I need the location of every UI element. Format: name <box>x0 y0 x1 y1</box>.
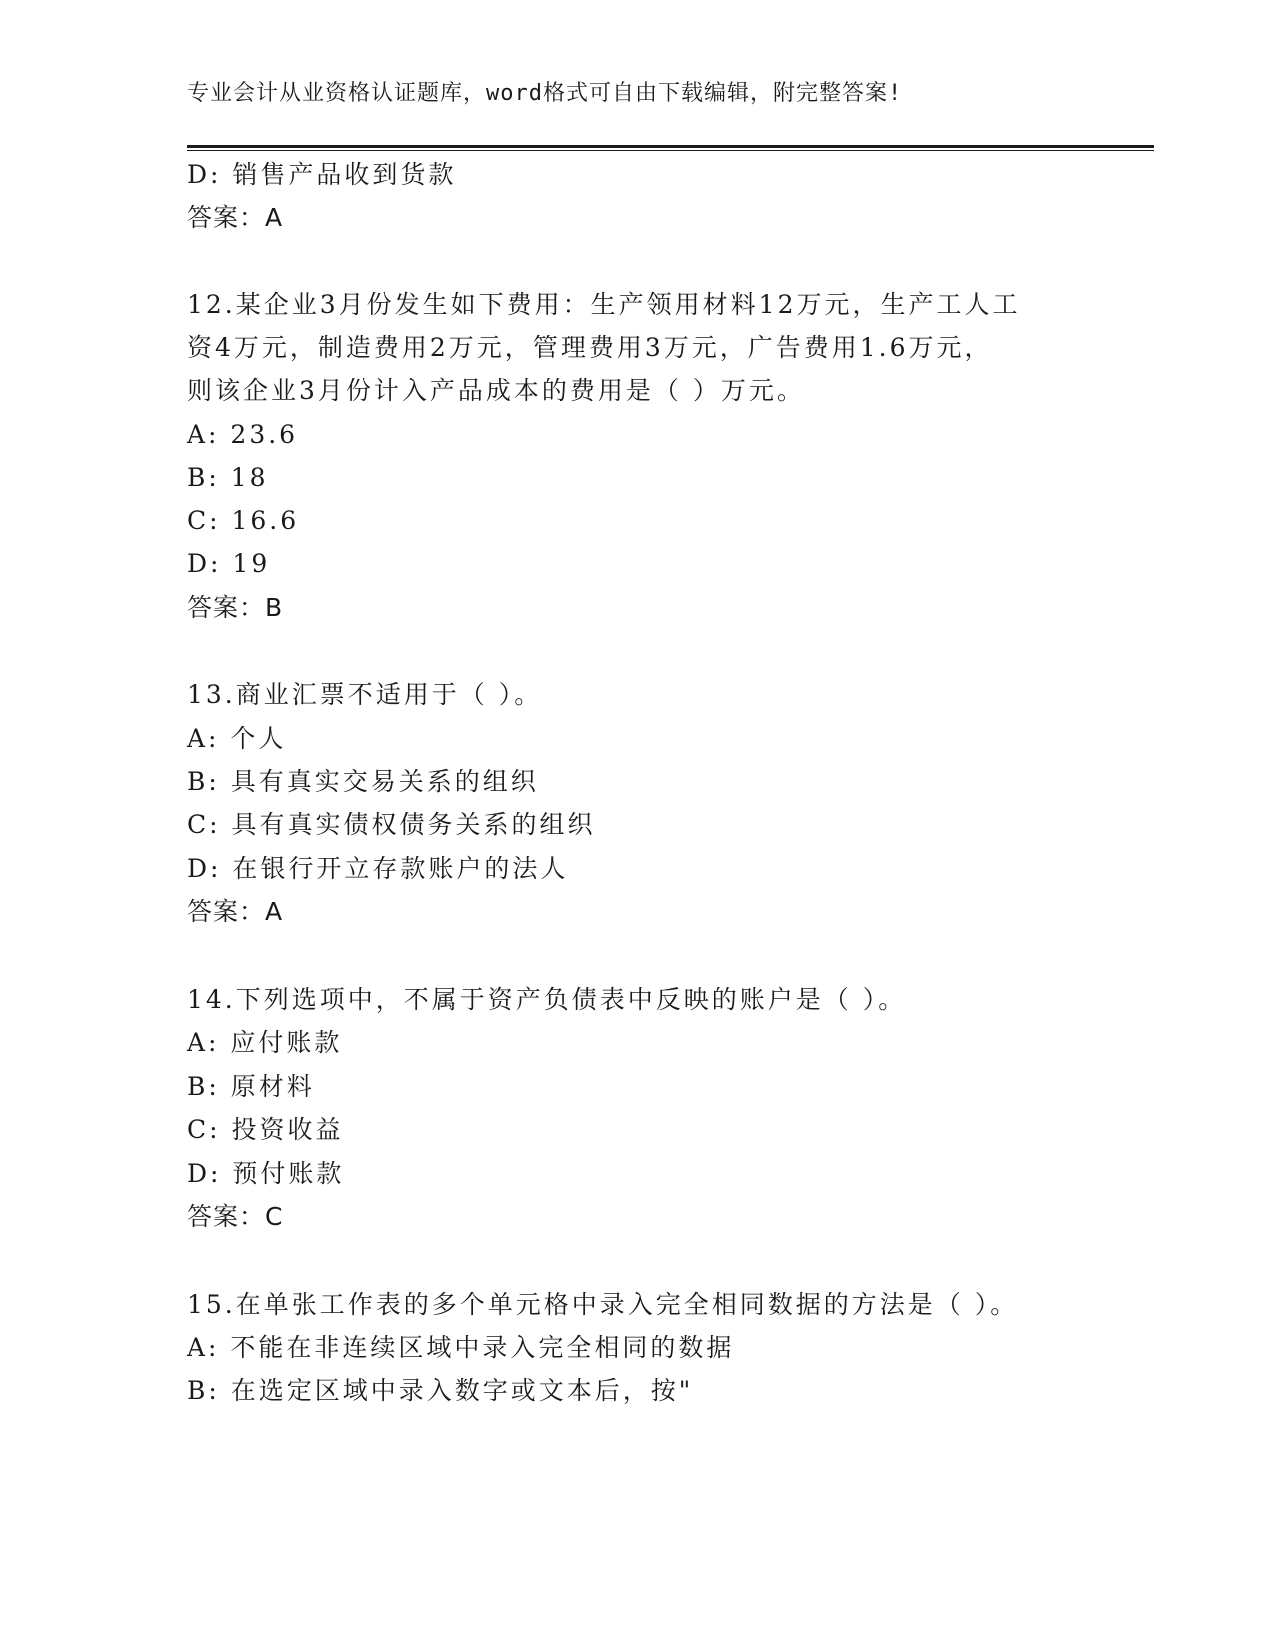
option-line: D: 在银行开立存款账户的法人 <box>187 854 569 883</box>
header-rule-thick <box>187 145 1154 148</box>
option-line: B: 在选定区域中录入数字或文本后，按" <box>187 1376 694 1405</box>
header-rule-thin <box>187 150 1154 151</box>
option-line: A: 应付账款 <box>187 1028 343 1057</box>
option-line: C: 投资收益 <box>187 1115 344 1144</box>
option-line: A: 个人 <box>187 724 287 753</box>
question-line: 13.商业汇票不适用于（ ）。 <box>187 680 543 709</box>
option-line: D: 预付账款 <box>187 1159 345 1188</box>
option-line: B: 原材料 <box>187 1072 315 1101</box>
option-line: B: 具有真实交易关系的组织 <box>187 767 539 796</box>
answer-line: 答案：B <box>187 593 284 622</box>
question-line: 14.下列选项中，不属于资产负债表中反映的账户是（ ）。 <box>187 985 907 1014</box>
answer-line: 答案：C <box>187 1202 284 1231</box>
question-line: 资4万元，制造费用2万元，管理费用3万元，广告费用1.6万元， <box>187 333 993 362</box>
question-line: 12.某企业3月份发生如下费用：生产领用材料12万元，生产工人工 <box>187 290 1021 319</box>
option-line: D: 19 <box>187 549 271 578</box>
option-line: A: 不能在非连续区域中录入完全相同的数据 <box>187 1333 735 1362</box>
option-line: D: 销售产品收到货款 <box>187 160 457 189</box>
answer-line: 答案：A <box>187 897 284 926</box>
question-line: 则该企业3月份计入产品成本的费用是（ ）万元。 <box>187 376 805 405</box>
option-line: B: 18 <box>187 463 269 492</box>
option-line: C: 16.6 <box>187 506 300 535</box>
page-header: 专业会计从业资格认证题库，word格式可自由下载编辑，附完整答案! <box>187 81 903 106</box>
option-line: A: 23.6 <box>187 420 299 449</box>
answer-line: 答案：A <box>187 203 284 232</box>
question-line: 15.在单张工作表的多个单元格中录入完全相同数据的方法是（ ）。 <box>187 1290 1019 1319</box>
option-line: C: 具有真实债权债务关系的组织 <box>187 810 596 839</box>
